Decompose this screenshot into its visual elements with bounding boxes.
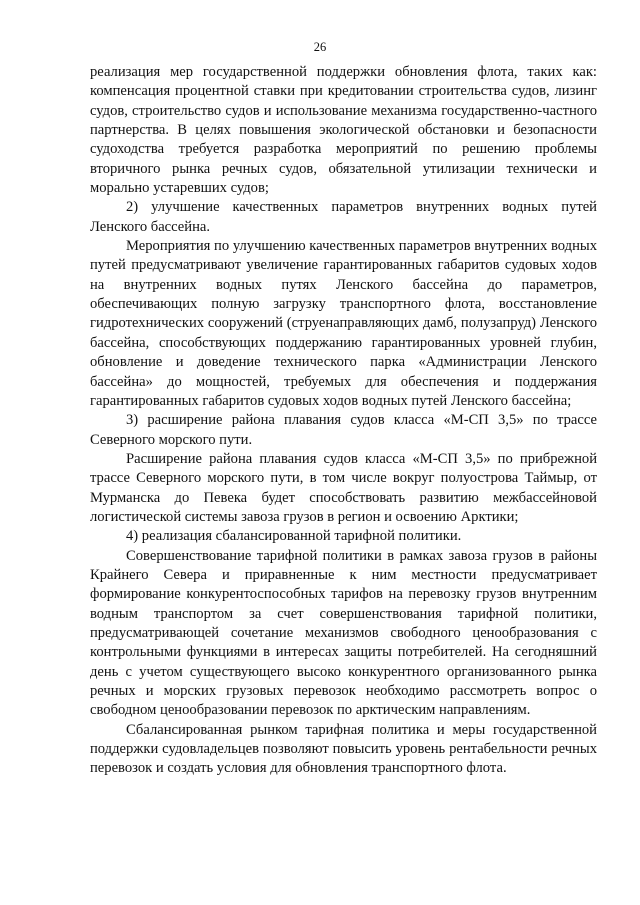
paragraph-4: 3) расширение района плавания судов класса «М-СП 3,5» по трассе Северного морского пути. [90,412,597,448]
document-body [90,63,597,779]
paragraph-1: реализация мер государственной поддержки обновления флота, таких как: компенсация процентной ставки при кредитовании строительства судов, лизинг судов, строительство судов и использование механизма государственно-частного партнерства. В целях повышения экологической обстановки и безопасности судоходства требуется разработка мероприятий по решению проблемы вторичного рынка речных судов, обязательной утилизации технически и морально устаревших судов; [90,64,597,197]
page-number: 26 [313,40,327,54]
paragraph-8: Сбалансированная рынком тарифная политика и меры государственной поддержки судовладельцев позволяют повысить уровень рентабельности речных перевозок и создать условия для обновления транспортного флота. [90,721,597,777]
paragraph-6: 4) реализация сбалансированной тарифной политики. [126,528,462,545]
paragraph-7: Совершенствование тарифной политики в рамках завоза грузов в районы Крайнего Севера и приравненные к ним местности предусматривает формирование конкурентоспособных тарифов на перевозку грузов внутренним водным транспортом за счет совершенствования тарифной политики, предусматривающей сочетание механизмов свободного ценообразования с контрольными функциями в интересах защиты потребителей. На сегодняшний день с учетом существующего высоко конкурентного организованного рынка речных и морских грузовых перевозок необходимо рассмотреть вопрос о свободном ценообразовании перевозок по арктическим направлениям. [90,547,597,719]
paragraph-5: Расширение района плавания судов класса «М-СП 3,5» по прибрежной трассе Северного морского пути, в том числе вокруг полуострова Таймыр, от Мурманска до Певека будет способствовать развитию межбассейновой логистической системы завоза грузов в регион и освоению Арктики; [90,450,597,525]
paragraph-3: Мероприятия по улучшению качественных параметров внутренних водных путей предусматривают увеличение гарантированных габаритов судовых ходов на внутренних водных путях Ленского бассейна до параметров, обеспечивающих полную загрузку транспортного флота, восстановление гидротехнических сооружений (струенаправляющих дамб, полузапруд) Ленского бассейна, способствующих поддержанию гарантированных уровней глубин, обновление и доведение технического парка «Администрации Ленского бассейна» до мощностей, требуемых для обеспечения и поддержания гарантированных габаритов судовых ходов водных путей Ленского бассейна; [90,238,597,409]
paragraph-2: 2) улучшение качественных параметров внутренних водных путей Ленского бассейна. [90,199,597,235]
